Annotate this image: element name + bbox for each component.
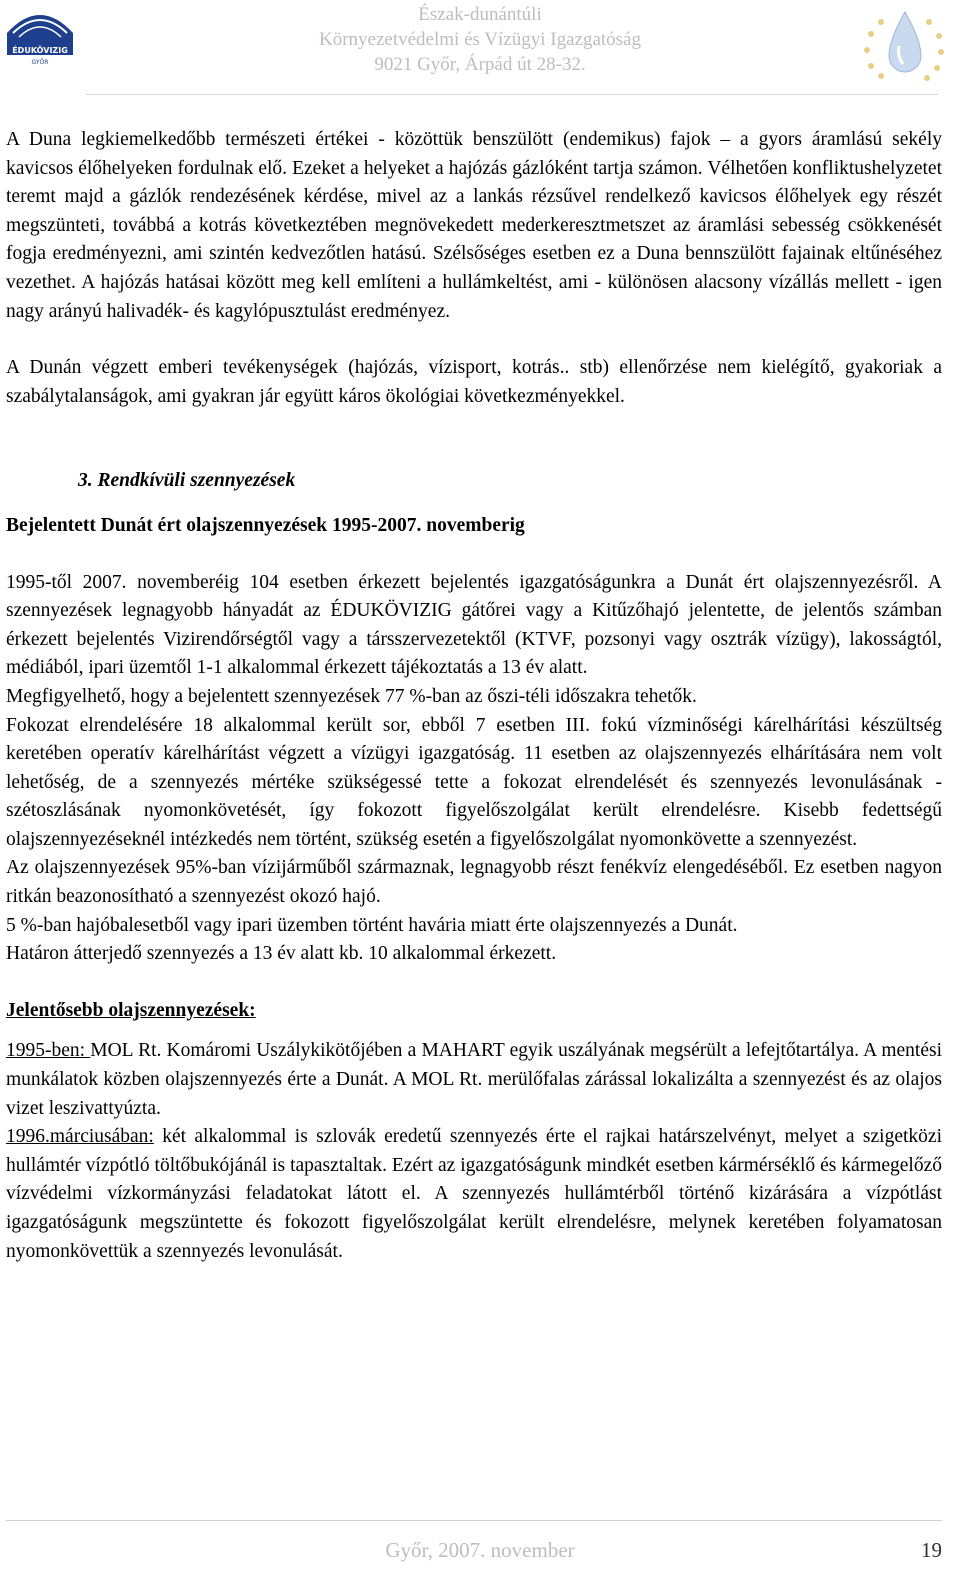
event-1996-text: két alkalommal is szlovák eredetű szennyezés érte el rajkai határszelvényt, melyet a szigetközi hullámtér vízpótló töltőbukójánál is tapasztaltak. Ezért az igazgatóságunk mindkét esetben kármérséklő és kármegelőző vízvédelmi vízkormányzási feladatokat látott el. A szennyezés hullámtérből történő kizárására a vízpótlást igazgatóságunk megszüntette és fokozott figyelőszolgálat került elrendelésre, melynek keretében folyamatosan nyomonkövettük a szennyezés levonulását. bbox=[6, 1126, 942, 1262]
page-number: 19 bbox=[921, 1538, 942, 1562]
water-drop-eu-stars-icon bbox=[855, 6, 947, 86]
page-header bbox=[0, 0, 960, 96]
org-line-2: Környezetvédelmi és Vízügyi Igazgatóság bbox=[318, 29, 641, 50]
paragraph-4: Megfigyelhető, hogy a bejelentett szennyezések 77 %-ban az őszi-téli időszakra tehetők. bbox=[6, 685, 697, 707]
organization-header bbox=[300, 2, 660, 77]
paragraph-7: 5 %-ban hajóbalesetből vagy ipari üzemben történt havária miatt érte olajszennyezés a Dunát. bbox=[6, 914, 738, 936]
footer-place-date: Győr, 2007. november bbox=[385, 1538, 575, 1562]
subsection-title: Bejelentett Dunát ért olajszennyezések 1995-2007. novemberig bbox=[6, 514, 525, 536]
paragraph-2: A Dunán végzett emberi tevékenységek (hajózás, vízisport, kotrás.. stb) ellenőrzése nem kielégítő, gyakoriak a szabálytalanságok, ami gyakran jár együtt káros ökológiai következményekkel. bbox=[6, 357, 942, 407]
paragraph-5: Fokozat elrendelésére 18 alkalommal került sor, ebből 7 esetben III. fokú vízminőségi kárelhárítási készültség keretében operatív kárelhárítást végzett a vízügyi igazgatóság. 11 esetben az olajszennyezés elhárítására nem volt lehetőség, de a szennyezés mértéke szükségessé tette a fokozat elrendelését és szennyezés levonulásának - szétoszlásának nyomonkövetését, így fokozott figyelőszolgálat került elrendelésre. Kisebb fedettségű olajszennyezéseknél intézkedés nem történt, szükség esetén a figyelőszolgálat nyomonkövette a szennyezést. bbox=[6, 714, 942, 850]
org-line-1: Észak-dunántúli bbox=[418, 4, 542, 25]
event-1996-label: 1996.márciusában: bbox=[6, 1126, 154, 1148]
header-rule bbox=[86, 94, 938, 95]
major-pollutions-title: Jelentősebb olajszennyezések: bbox=[6, 999, 256, 1021]
logo-text-bottom: GYŐR bbox=[31, 59, 49, 66]
paragraph-6: Az olajszennyezések 95%-ban vízijárműből származnak, legnagyobb részt fenékvíz elengedéséből. Ez esetben nagyon ritkán beazonosítható a szennyezést okozó hajó. bbox=[6, 857, 942, 908]
event-1995-label: 1995-ben: bbox=[6, 1040, 91, 1062]
edukovizig-logo bbox=[3, 3, 77, 69]
paragraph-1: A Duna legkiemelkedőbb természeti értékei - közöttük benszülött (endemikus) fajok – a gyors áramlású sekély kavicsos élőhelyeken fordulnak elő. Ezeket a helyeket a hajózás gázlóként tartja számon. Vélhetően konfliktushelyzetet teremt majd a gázlók rendezésének kérdése, mivel az a lankás rézsűvel rendelkező kavicsos élőhelyek egy részét megszünteti, továbbá a kotrás következtében megnövekedett mederkeresztmetszet az áramlási sebesség csökkenését fogja eredményezni, ami szintén kedvezőtlen hatású. Szélsőséges esetben ez a Duna bennszülött fajainak eltűnéséhez vezethet. A hajózás hatásai között meg kell említeni a hullámkeltést, ami - különösen alacsony vízállás mellett - igen nagy arányú halivadék- és kagylópusztulást eredményez. bbox=[6, 129, 942, 322]
document-body bbox=[6, 126, 942, 1266]
event-1996 bbox=[6, 1123, 942, 1266]
event-1995-text: MOL Rt. Komáromi Uszálykikötőjében a MAHART egyik uszályának megsérült a lefejtőtartálya. A mentési munkálatok közben olajszennyezés érte a Dunát. A MOL Rt. merülőfalas zárással lokalizálta a szennyezést és az olajos vizet leszivattyúzta. bbox=[6, 1040, 942, 1119]
paragraph-8: Határon átterjedő szennyezés a 13 év alatt kb. 10 alkalommal érkezett. bbox=[6, 943, 557, 965]
paragraph-3: 1995-től 2007. novemberéig 104 esetben érkezett bejelentés igazgatóságunkra a Dunát ért olajszennyezésről. A szennyezések legnagyobb hányadát az ÉDUKÖVIZIG gátőrei vagy a Kitűzőhajó jelentette, de jelentős számban érkezett bejelentés Vizirendőrségtől vagy a társszervezetektől (KTVF, pozsonyi vagy osztrák vízügy), lakosságtól, médiából, ipari üzemtől 1-1 alkalommal érkezett tájékoztatás a 13 év alatt. bbox=[6, 571, 942, 679]
logo-text-top: ÉDUKÖVIZIG bbox=[12, 46, 68, 55]
footer-rule bbox=[6, 1520, 942, 1521]
event-1995 bbox=[6, 1037, 942, 1123]
section-title: 3. Rendkívüli szennyezések bbox=[78, 470, 296, 492]
org-line-3: 9021 Győr, Árpád út 28-32. bbox=[374, 54, 586, 75]
